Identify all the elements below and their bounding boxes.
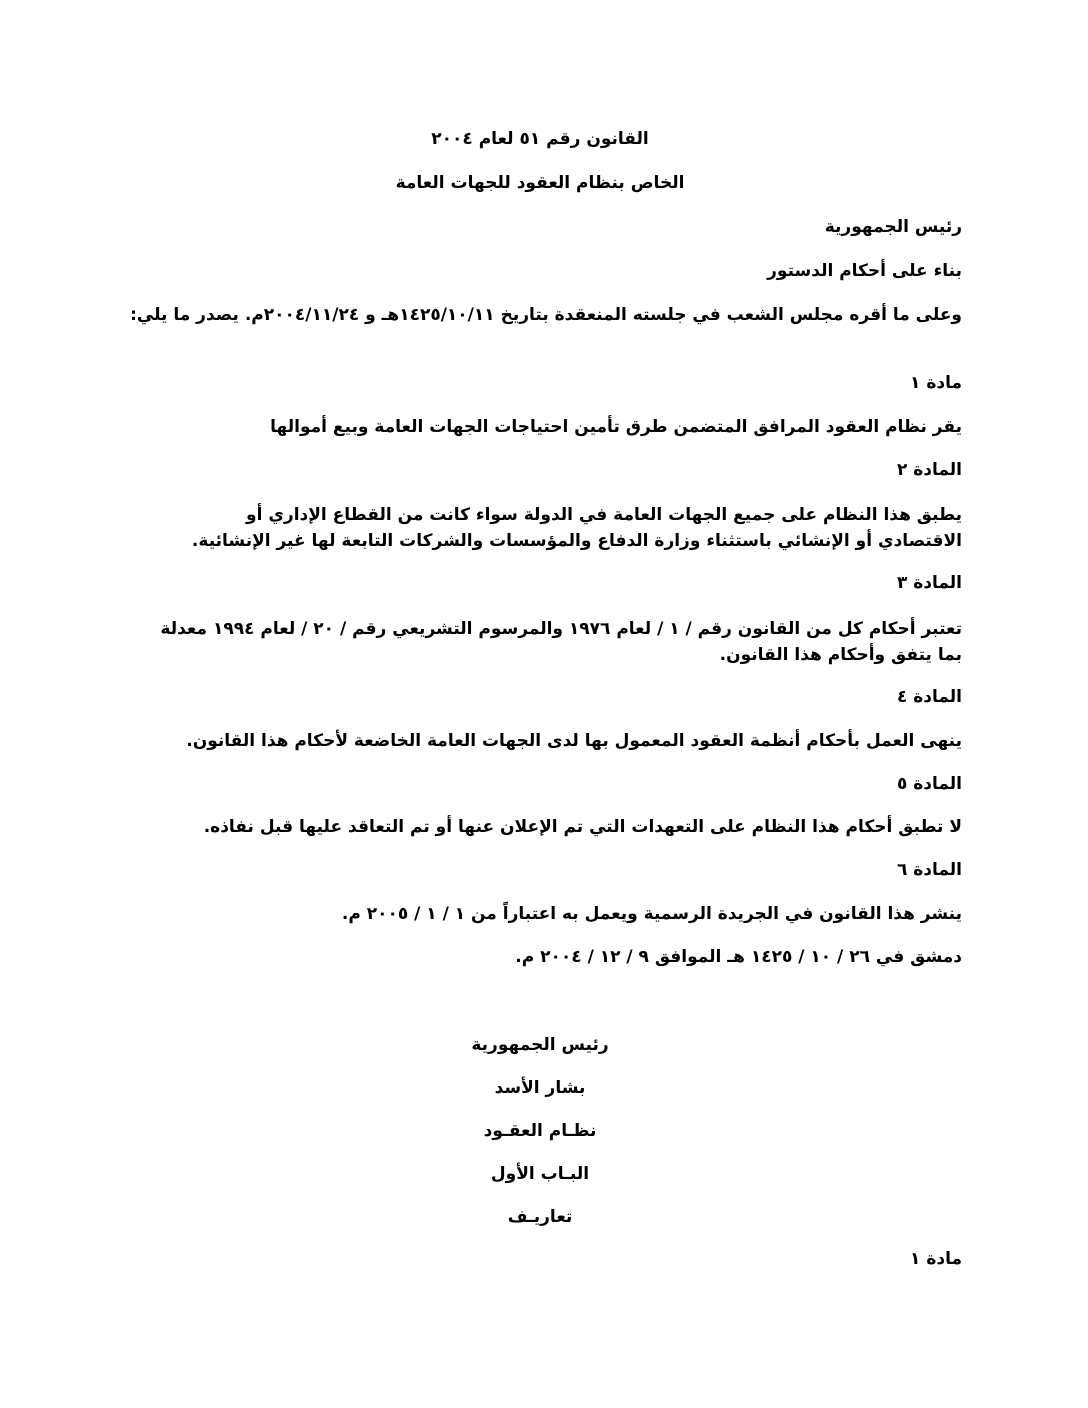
final-article-heading: مادة ١ (910, 1249, 962, 1269)
system-title: نظـام العقـود (483, 1121, 597, 1141)
constitution-basis: بناء على أحكام الدستور (767, 261, 962, 281)
issuer-heading: رئيس الجمهورية (824, 217, 962, 237)
signature-title: رئيس الجمهورية (471, 1035, 609, 1055)
article-3-text: تعتبر أحكام كل من القانون رقم / ١ / لعام ١٩٧٦ والمرسوم التشريعي رقم / ٢٠ / لعام ١٩٩٤ معدلة بما يتفق وأحكام هذا القانون. (160, 619, 962, 665)
article-4-text: ينهى العمل بأحكام أنظمة العقود المعمول بها لدى الجهات العامة الخاضعة لأحكام هذا القانون. (186, 731, 962, 751)
article-6-text: ينشر هذا القانون في الجريدة الرسمية ويعمل به اعتباراً من ١ / ١ / ٢٠٠٥ م. (341, 904, 962, 924)
article-2-text: يطبق هذا النظام على جميع الجهات العامة في الدولة سواء كانت من القطاع الإداري أو الاقتصادي أو الإنشائي باستثناء وزارة الدفاع والمؤسسات والشركات التابعة لها غير الإنشائية. (191, 505, 962, 551)
article-1-text: يقر نظام العقود المرافق المتضمن طرق تأمين احتياجات الجهات العامة وبيع أموالها (270, 417, 962, 437)
issue-date-line: دمشق في ٢٦ / ١٠ / ١٤٢٥ هـ الموافق ٩ / ١٢ / ٢٠٠٤ م. (515, 947, 962, 967)
article-1-heading: مادة ١ (910, 373, 962, 393)
article-5-heading: المادة ٥ (896, 774, 962, 794)
article-3-heading: المادة ٣ (896, 573, 962, 593)
article-5-text: لا تطبق أحكام هذا النظام على التعهدات التي تم الإعلان عنها أو تم التعاقد عليها قبل نفاذه. (203, 817, 962, 837)
signature-name: بشار الأسد (494, 1078, 586, 1098)
law-subtitle: الخاص بنظام العقود للجهات العامة (395, 173, 685, 193)
preamble-paragraph: وعلى ما أقره مجلس الشعب في جلسته المنعقدة بتاريخ ١٤٢٥/١٠/١١هـ و ٢٠٠٤/١١/٢٤م. يصدر ما يلي: (130, 305, 962, 325)
article-4-heading: المادة ٤ (896, 687, 962, 707)
chapter-title: البـاب الأول (490, 1164, 590, 1184)
article-2-heading: المادة ٢ (896, 460, 962, 480)
law-title: القانون رقم ٥١ لعام ٢٠٠٤ (431, 129, 649, 149)
article-6-heading: المادة ٦ (896, 860, 962, 880)
section-title: تعاريـف (507, 1207, 573, 1227)
